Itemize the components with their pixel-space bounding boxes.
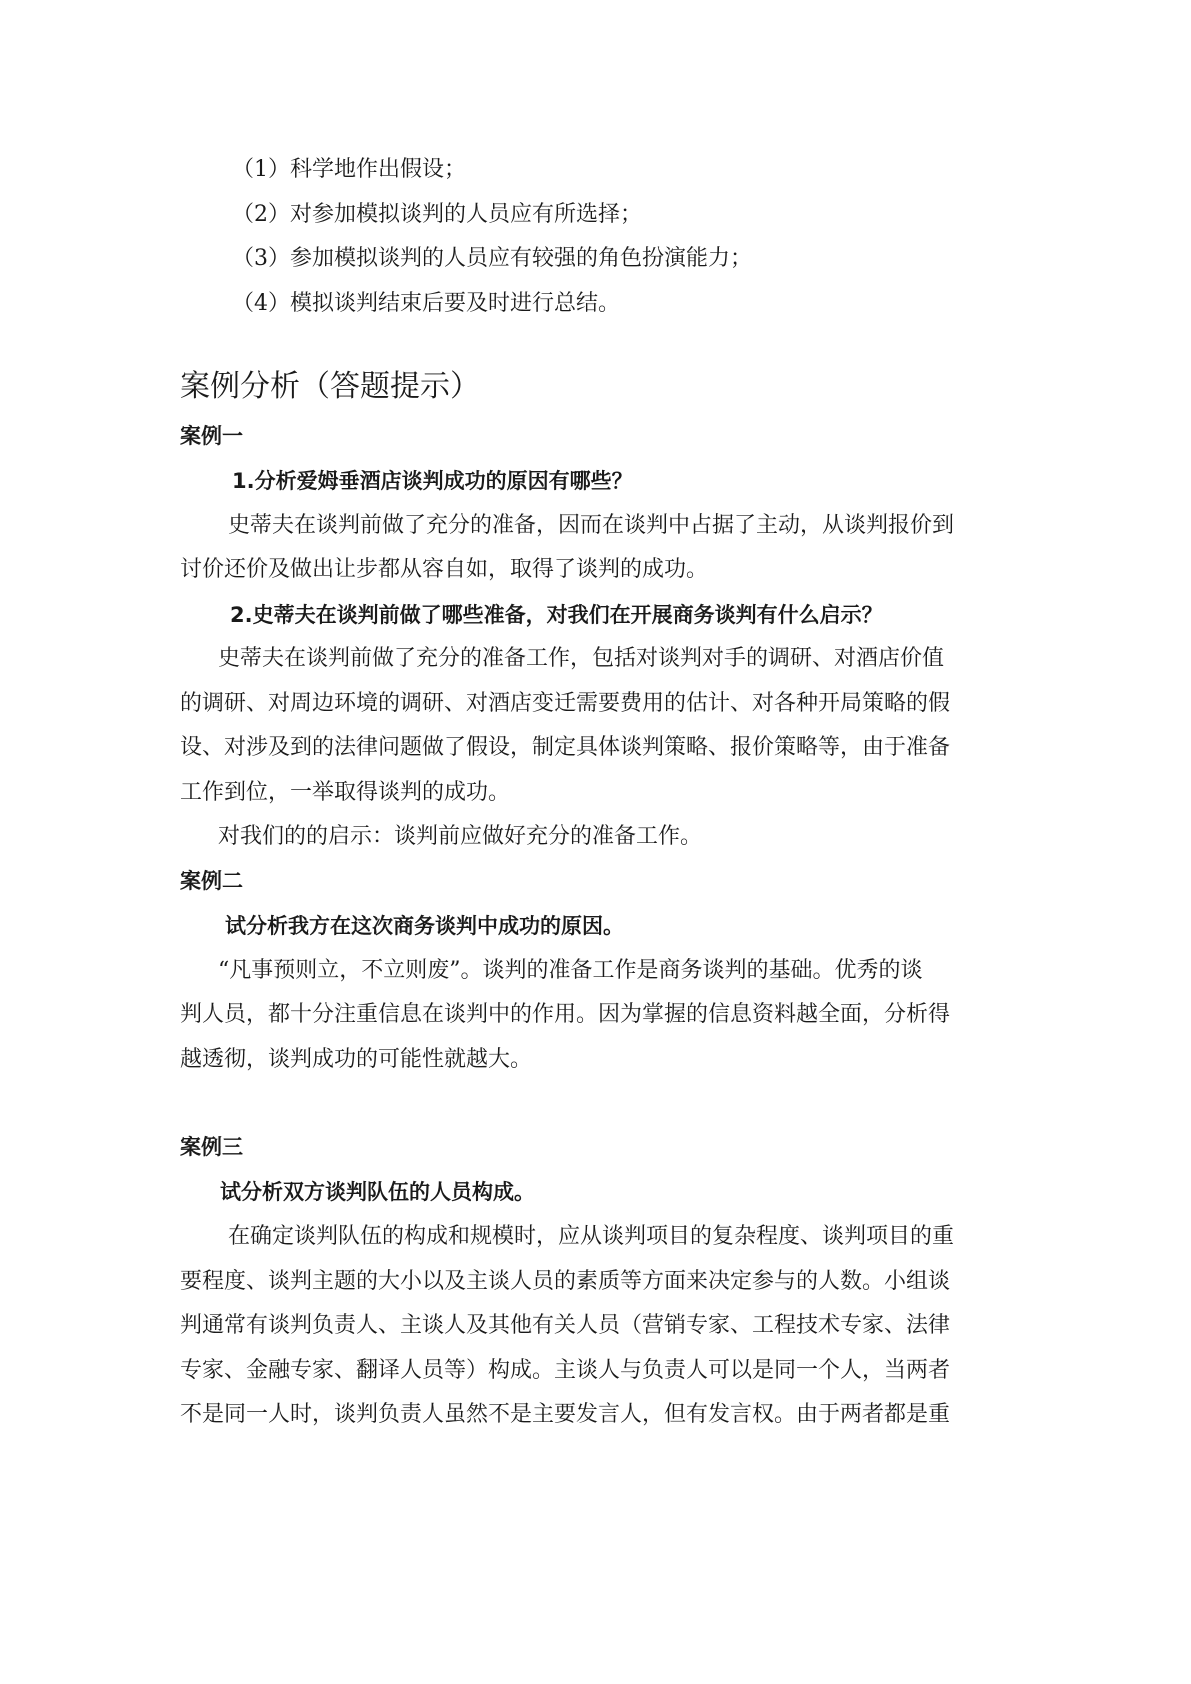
case2-answer-line: 越透彻，谈判成功的可能性就越大。 (180, 1047, 533, 1072)
case3-answer-line: 判通常有谈判负责人、主谈人及其他有关人员（营销专家、工程技术专家、法律 (180, 1313, 951, 1338)
case1-answer-1-line: 讨价还价及做出让步都从容自如，取得了谈判的成功。 (180, 557, 709, 582)
list-item: （4）模拟谈判结束后要及时进行总结。 (232, 291, 620, 316)
case1-question-2: 2.史蒂夫在谈判前做了哪些准备，对我们在开展商务谈判有什么启示？ (230, 603, 883, 627)
case1-answer-2-note: 对我们的的启示：谈判前应做好充分的准备工作。 (218, 824, 703, 849)
case1-answer-2-line: 工作到位，一举取得谈判的成功。 (180, 780, 511, 805)
list-item: （2）对参加模拟谈判的人员应有所选择； (232, 202, 642, 227)
case1-answer-2-line: 设、对涉及到的法律问题做了假设，制定具体谈判策略、报价策略等，由于准备 (180, 735, 951, 760)
case1-heading: 案例一 (180, 424, 243, 448)
case2-answer-line: “凡事预则立，不立则废”。谈判的准备工作是商务谈判的基础。优秀的谈 (218, 958, 923, 983)
case3-answer-line: 在确定谈判队伍的构成和规模时，应从谈判项目的复杂程度、谈判项目的重 (228, 1224, 955, 1249)
case3-question: 试分析双方谈判队伍的人员构成。 (220, 1180, 535, 1204)
list-item: （1）科学地作出假设； (232, 157, 466, 182)
case3-answer-line: 不是同一人时，谈判负责人虽然不是主要发言人，但有发言权。由于两者都是重 (180, 1402, 951, 1427)
list-item: （3）参加模拟谈判的人员应有较强的角色扮演能力； (232, 246, 752, 271)
section-title: 案例分析（答题提示） (180, 369, 480, 404)
case2-answer-line: 判人员，都十分注重信息在谈判中的作用。因为掌握的信息资料越全面，分析得 (180, 1002, 951, 1027)
case1-answer-2-line: 的调研、对周边环境的调研、对酒店变迁需要费用的估计、对各种开局策略的假 (180, 691, 951, 716)
case1-answer-1-line: 史蒂夫在谈判前做了充分的准备，因而在谈判中占据了主动，从谈判报价到 (228, 513, 955, 538)
case3-answer-line: 要程度、谈判主题的大小以及主谈人员的素质等方面来决定参与的人数。小组谈 (180, 1269, 951, 1294)
case3-answer-line: 专家、金融专家、翻译人员等）构成。主谈人与负责人可以是同一个人，当两者 (180, 1358, 951, 1383)
case3-heading: 案例三 (180, 1135, 243, 1159)
case1-answer-2-line: 史蒂夫在谈判前做了充分的准备工作，包括对谈判对手的调研、对酒店价值 (218, 646, 945, 671)
case2-heading: 案例二 (180, 869, 243, 893)
case2-question: 试分析我方在这次商务谈判中成功的原因。 (225, 914, 624, 938)
case1-question-1: 1.分析爱姆垂酒店谈判成功的原因有哪些？ (232, 469, 633, 493)
